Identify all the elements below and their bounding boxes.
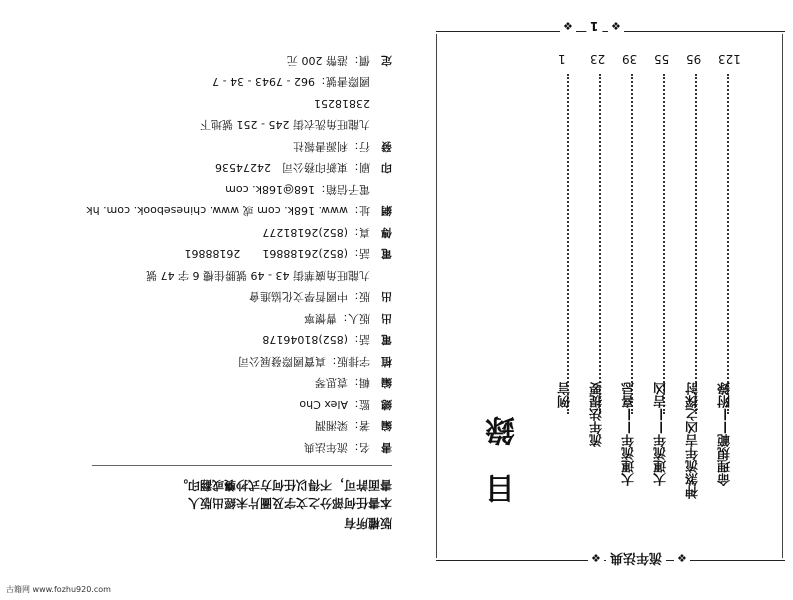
toc-entry[interactable] bbox=[652, 52, 678, 522]
colophon-row bbox=[92, 139, 392, 153]
colophon-row bbox=[92, 440, 392, 454]
top-border bbox=[436, 19, 785, 34]
bottom-border bbox=[436, 550, 785, 570]
toc-entry-title: 神煞流年吉凶之探討 bbox=[686, 382, 701, 499]
ornament-icon: ❖ bbox=[560, 20, 576, 33]
colophon-value: 版：中國哲學文化協進會 bbox=[249, 290, 370, 304]
toc-leader-dots bbox=[663, 74, 665, 414]
toc-entry-title: 流年法提要 bbox=[590, 382, 605, 447]
colophon-value: 著：梁湘潤 bbox=[315, 419, 370, 433]
colophon-value: 電子信箱：168@168k. com bbox=[225, 183, 370, 196]
colophon-value: 監：Alex Cho bbox=[299, 398, 370, 411]
toc-heading: 目錄 bbox=[486, 388, 521, 504]
toc-leader-dots bbox=[599, 74, 601, 414]
colophon-page bbox=[0, 0, 396, 600]
toc-page-number: 95 bbox=[686, 52, 702, 66]
colophon-row bbox=[92, 225, 392, 239]
toc-entry[interactable] bbox=[684, 52, 710, 522]
colophon-label: 發 bbox=[381, 140, 392, 153]
colophon-value: 版人：曹懷寧 bbox=[304, 312, 370, 325]
colophon-label: 書 bbox=[381, 441, 392, 454]
toc-page bbox=[396, 0, 793, 600]
ornament-icon: ❖ bbox=[674, 552, 690, 565]
colophon-value: 九龍旺角洗衣街 245 - 251 號地下 bbox=[200, 118, 370, 132]
toc-entry-title: 大運流年——喜忌 bbox=[622, 382, 637, 486]
toc-page-number: 39 bbox=[622, 52, 638, 66]
colophon-label: 編 bbox=[381, 419, 392, 433]
colophon-row bbox=[92, 354, 392, 368]
colophon-value: 話：(852)26188861 26188861 bbox=[184, 247, 370, 261]
watermark-text: 古籍网 www.fozhu920.com bbox=[6, 585, 111, 594]
toc-leader-dots bbox=[727, 74, 729, 414]
toc-page-number: 23 bbox=[590, 52, 606, 66]
toc-page-number: 123 bbox=[718, 52, 741, 66]
colophon-label: 印 bbox=[381, 161, 392, 175]
colophon-row bbox=[92, 397, 392, 411]
colophon-value: 國際書號：962 - 7943 - 34 - 7 bbox=[212, 75, 370, 89]
toc-entry-title: 命理規範——附錄 bbox=[718, 382, 733, 486]
colophon-value: 字排版：真寶國際發展公司 bbox=[238, 355, 370, 368]
colophon-label: 定 bbox=[381, 54, 392, 67]
ornament-icon: ❖ bbox=[588, 552, 604, 565]
toc-entry[interactable] bbox=[716, 52, 742, 522]
toc-entry-title: 例言 bbox=[558, 382, 573, 408]
colophon-value: 話：(852)81046178 bbox=[262, 333, 370, 347]
colophon-value: 真：(852)26181277 bbox=[262, 226, 370, 239]
colophon-value: 行：利源書報社 bbox=[293, 140, 370, 153]
colophon-row bbox=[86, 204, 392, 218]
colophon-row bbox=[92, 311, 392, 325]
frame-left-line bbox=[436, 34, 437, 558]
colophon-label: 植 bbox=[381, 355, 392, 368]
colophon-row bbox=[92, 247, 392, 261]
colophon-row bbox=[92, 419, 392, 433]
colophon-label: 出 bbox=[381, 290, 392, 304]
colophon-label: 出 bbox=[381, 312, 392, 325]
frame-right-line bbox=[782, 34, 783, 558]
colophon-value: 刷：東新印務公司 24274536 bbox=[215, 161, 370, 175]
colophon-value: 23818251 bbox=[314, 97, 370, 110]
colophon-label: 電 bbox=[381, 247, 392, 261]
colophon-label: 電 bbox=[381, 333, 392, 347]
colophon-row bbox=[92, 333, 392, 347]
colophon-label: 網 bbox=[381, 204, 392, 218]
colophon-row bbox=[92, 96, 392, 110]
toc-leader-dots bbox=[631, 74, 633, 414]
colophon-value: 名：流年法典 bbox=[304, 441, 370, 454]
colophon-row bbox=[92, 75, 392, 89]
copyright-heading: 版權所有 bbox=[343, 516, 392, 530]
colophon-value: 價：港幣 200 元 bbox=[287, 54, 370, 67]
ornament-icon: ❖ bbox=[608, 20, 624, 33]
page-number: 1 bbox=[586, 19, 602, 33]
copyright-line-2: 書面許可，不得以任何方式抄襲或翻印。 bbox=[175, 478, 392, 492]
colophon-label: 編 bbox=[381, 376, 392, 390]
toc-entry[interactable] bbox=[556, 52, 582, 522]
toc-leader-dots bbox=[695, 74, 697, 414]
toc-entry[interactable] bbox=[620, 52, 646, 522]
colophon-label: 傳 bbox=[381, 226, 392, 239]
toc-leader-dots bbox=[567, 74, 569, 414]
copyright-line-1: 本書任何部分之文字及圖片未經出版人 bbox=[187, 496, 392, 510]
colophon-row bbox=[92, 376, 392, 390]
colophon-rule bbox=[92, 465, 392, 466]
colophon-row bbox=[92, 53, 392, 67]
toc-entry[interactable] bbox=[588, 52, 614, 522]
toc-page-number: 1 bbox=[558, 52, 566, 66]
toc-page-number: 55 bbox=[654, 52, 670, 66]
colophon-value: 九龍旺角廣華街 43 - 49 號勝佳樓 6 字 47 號 bbox=[146, 269, 370, 282]
running-title: 流年法典 bbox=[606, 550, 666, 569]
colophon-row bbox=[92, 161, 392, 175]
colophon-row bbox=[92, 118, 392, 132]
colophon-row bbox=[92, 290, 392, 304]
colophon-block bbox=[86, 54, 392, 530]
toc-entry-title: 大運流年——吉凶 bbox=[654, 382, 669, 486]
colophon-row bbox=[92, 182, 392, 196]
colophon-value: 址：www. 168k. com 或 www. chinesebook. com. hk bbox=[86, 204, 370, 218]
colophon-value: 輯：袁思琴 bbox=[315, 376, 370, 390]
colophon-row bbox=[92, 268, 392, 282]
colophon-label: 總 bbox=[381, 398, 392, 411]
